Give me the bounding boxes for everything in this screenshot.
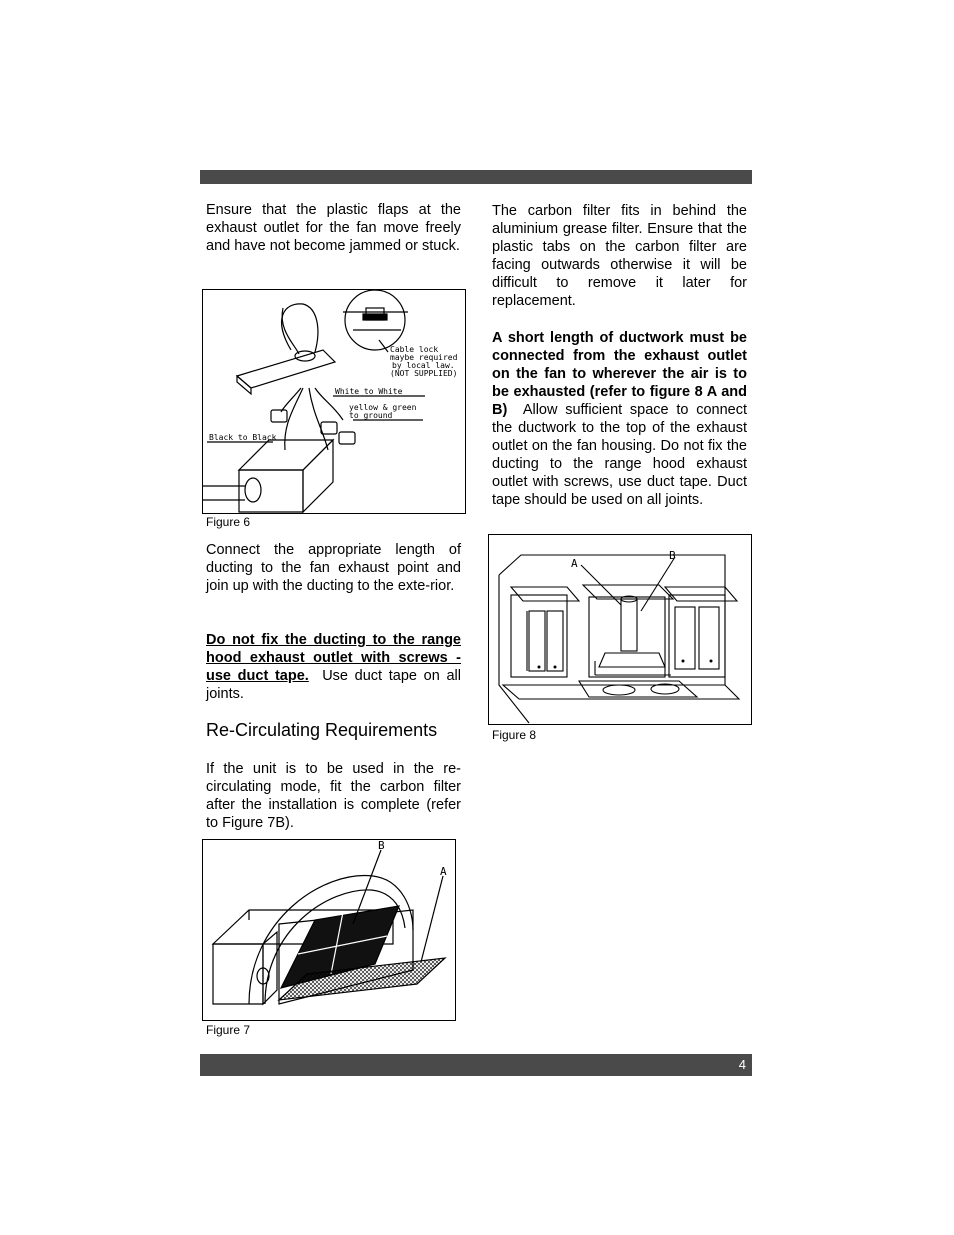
right-para-2 [492, 329, 747, 509]
figure-6-caption: Figure 6 [206, 515, 251, 529]
fig6-label-yellow-1: yellow & green [349, 403, 417, 412]
footer-bar [200, 1054, 752, 1076]
figure-7 [202, 839, 456, 1021]
fig6-label-cable-3: by local law. [392, 361, 455, 370]
ductwork-bold-text: A short length of ductwork must be connected from the exhaust outlet on the fan to wherever the air is to be exhausted (refer to figure 8 A and B) [492, 330, 747, 418]
figure-6 [202, 289, 466, 514]
header-bar [200, 170, 752, 184]
warning-text: Do not fix the ducting to the range hood exhaust outlet with screws - use duct tape. [206, 632, 461, 684]
left-para-3-rest: Use duct tape on all joints. [206, 668, 461, 702]
section-heading: Re-Circulating Requirements [206, 720, 438, 740]
left-para-3 [206, 631, 461, 703]
left-para-4: If the unit is to be used in the re-circulating mode, fit the carbon filter after the installation is complete (refer to Figure 7B). [206, 761, 461, 831]
left-para-2: Connect the appropriate length of ducting to the fan exhaust point and join up with the ducting to the exte-rior. [206, 542, 461, 594]
page-number: 4 [738, 1057, 746, 1072]
figure-7-drawing [203, 840, 455, 1020]
right-para-2-rest: Allow sufficient space to connect the ductwork to the top of the exhaust outlet on the fan housing. Do not fix the ducting to the range hood exhaust outlet with screws, use duct tape. Duct tape should be used on all joints. [492, 402, 747, 508]
figure-8-caption: Figure 8 [492, 728, 537, 742]
fig6-label-black: Black to Black [209, 433, 277, 442]
left-para-1: Ensure that the plastic flaps at the exhaust outlet for the fan move freely and have not become jammed or stuck. [206, 202, 461, 254]
figure-8-drawing [489, 535, 751, 724]
figure-6-drawing [203, 290, 465, 513]
fig8-label-b: B [669, 549, 676, 562]
fig6-label-white: White to White [335, 387, 403, 396]
fig6-label-yellow-2: to ground [349, 411, 393, 420]
fig8-label-a: A [571, 557, 578, 570]
figure-8 [488, 534, 752, 725]
fig6-label-cable-4: (NOT SUPPLIED) [390, 369, 458, 378]
figure-7-caption: Figure 7 [206, 1023, 251, 1037]
fig6-label-cable-2: maybe required [390, 353, 458, 362]
fig6-label-cable-1: Cable lock [390, 345, 439, 354]
fig7-label-a: A [440, 865, 447, 878]
fig7-label-b: B [378, 840, 385, 852]
right-para-1: The carbon filter fits in behind the aluminium grease filter. Ensure that the plastic tabs on the carbon filter are facing outwards otherwise it will be difficult to remove it later for replacement. [492, 203, 747, 309]
